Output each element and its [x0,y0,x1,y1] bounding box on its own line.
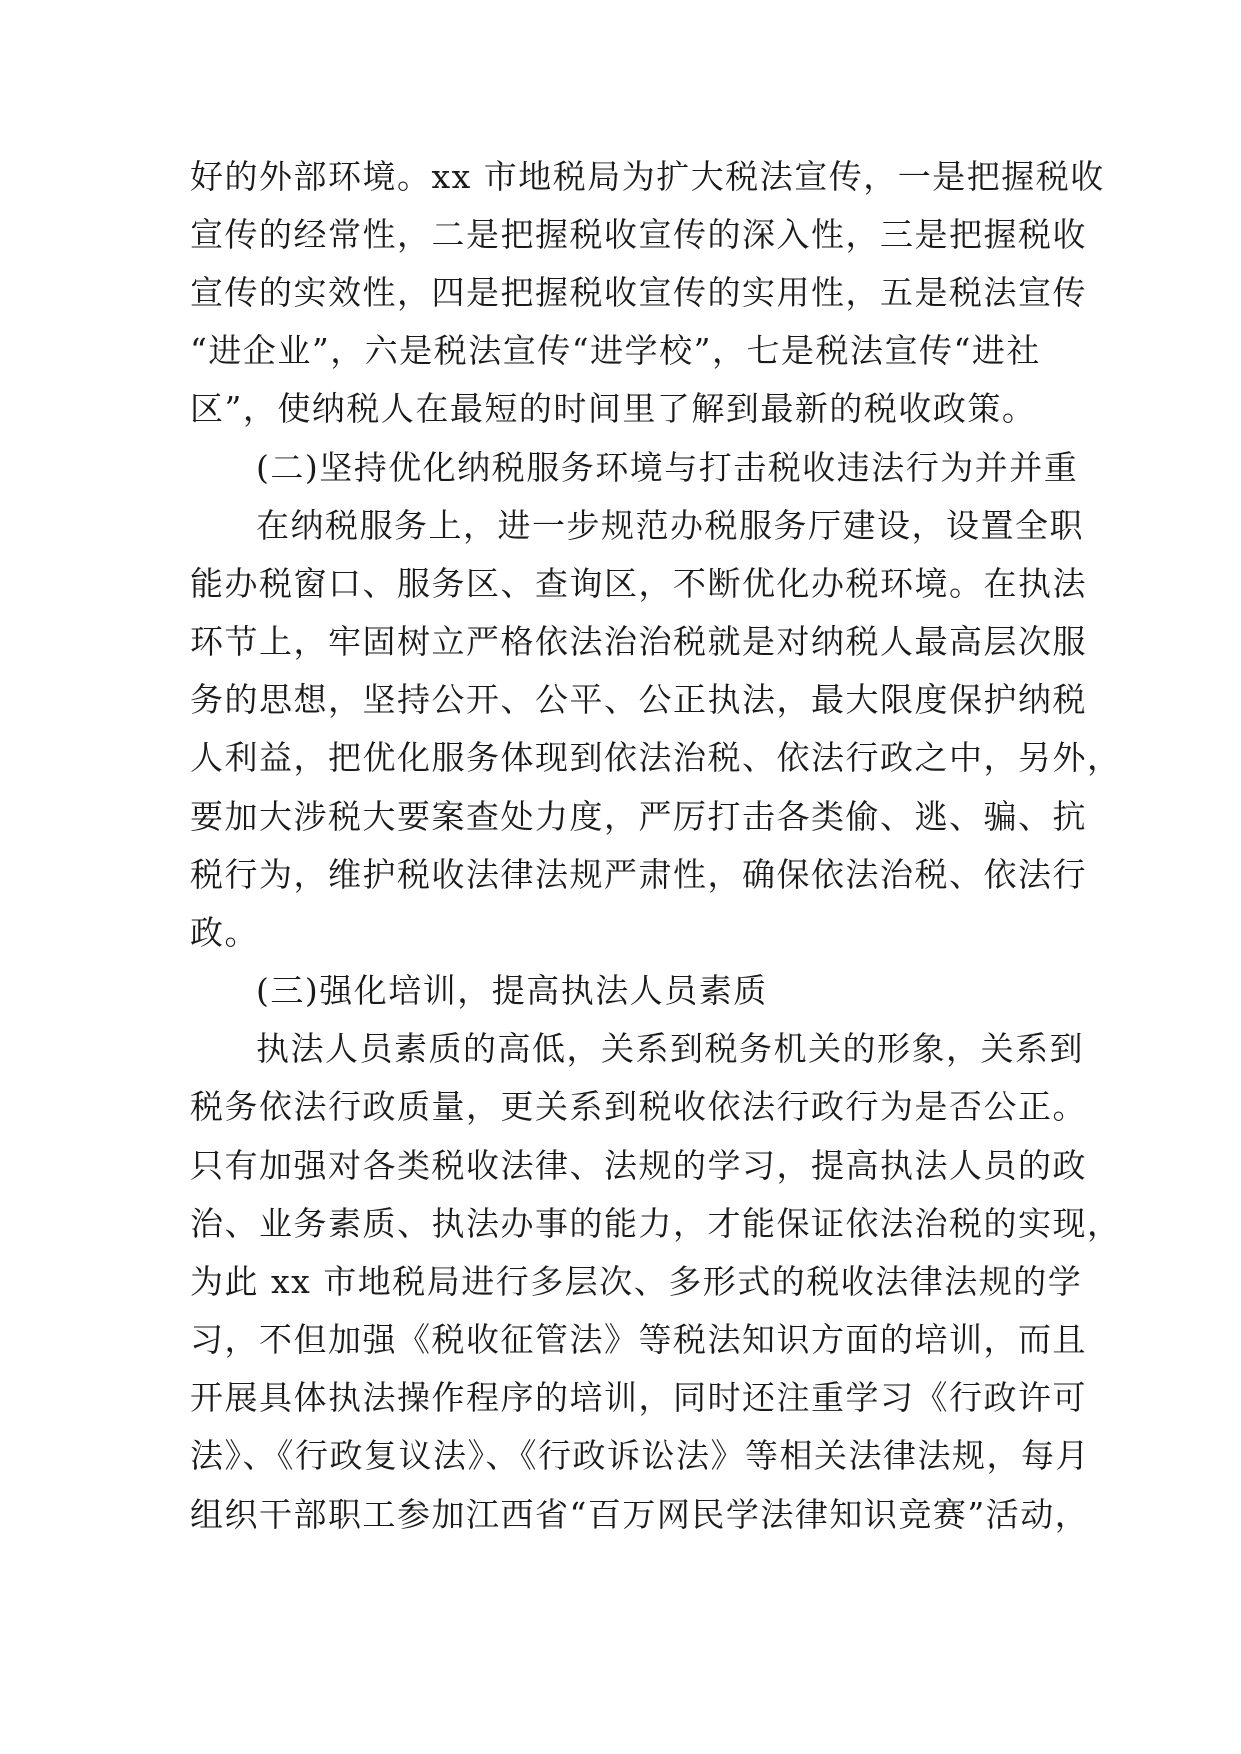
section-heading: (二)坚持优化纳税服务环境与打击税收违法行为并并重 [256,448,1079,487]
text-line: 区”，使纳税人在最短的时间里了解到最新的税收政策。 [190,389,1037,428]
text-line: 要加大涉税大要案查处力度，严厉打击各类偷、逃、骗、抗 [190,797,1087,836]
text-line: “进企业”，六是税法宣传“进学校”，七是税法宣传“进社 [190,331,1041,370]
text-line: 税务依法行政质量，更关系到税收依法行政行为是否公正。 [190,1087,1087,1126]
text-line: 开展具体执法操作程序的培训，同时还注重学习《行政许可 [190,1378,1087,1417]
text-line: 执法人员素质的高低，关系到税务机关的形象，关系到 [256,1029,1084,1068]
text-line: 在纳税服务上，进一步规范办税服务厅建设，设置全职 [256,506,1084,545]
section-heading: (三)强化培训，提高执法人员素质 [256,971,768,1010]
text-line: 只有加强对各类税收法律、法规的学习，提高执法人员的政 [190,1146,1087,1185]
text-line: 法》、《行政复议法》、《行政诉讼法》等相关法律法规，每月 [190,1436,1090,1475]
text-line: 习，不但加强《税收征管法》等税法知识方面的培训，而且 [190,1320,1087,1359]
text-line: 人利益，把优化服务体现到依法治税、依法行政之中，另外， [190,738,1122,777]
text-line: 组织干部职工参加江西省“百万网民学法律知识竞赛”活动， [190,1495,1090,1534]
text-line: 治、业务素质、执法办事的能力，才能保证依法治税的实现， [190,1204,1122,1243]
text-line: 宣传的经常性，二是把握税收宣传的深入性，三是把握税收 [190,215,1087,254]
text-line: 环节上，牢固树立严格依法治治税就是对纳税人最高层次服 [190,622,1087,661]
text-line: 税行为，维护税收法律法规严肃性，确保依法治税、依法行 [190,855,1087,894]
text-line: 宣传的实效性，四是把握税收宣传的实用性，五是税法宣传 [190,273,1087,312]
text-line: 为此 xx 市地税局进行多层次、多形式的税收法律法规的学 [190,1262,1083,1301]
text-line: 能办税窗口、服务区、查询区，不断优化办税环境。在执法 [190,564,1087,603]
text-line: 政。 [190,913,259,952]
text-line: 务的思想，坚持公开、公平、公正执法，最大限度保护纳税 [190,680,1087,719]
text-line: 好的外部环境。xx 市地税局为扩大税法宣传，一是把握税收 [190,157,1105,196]
